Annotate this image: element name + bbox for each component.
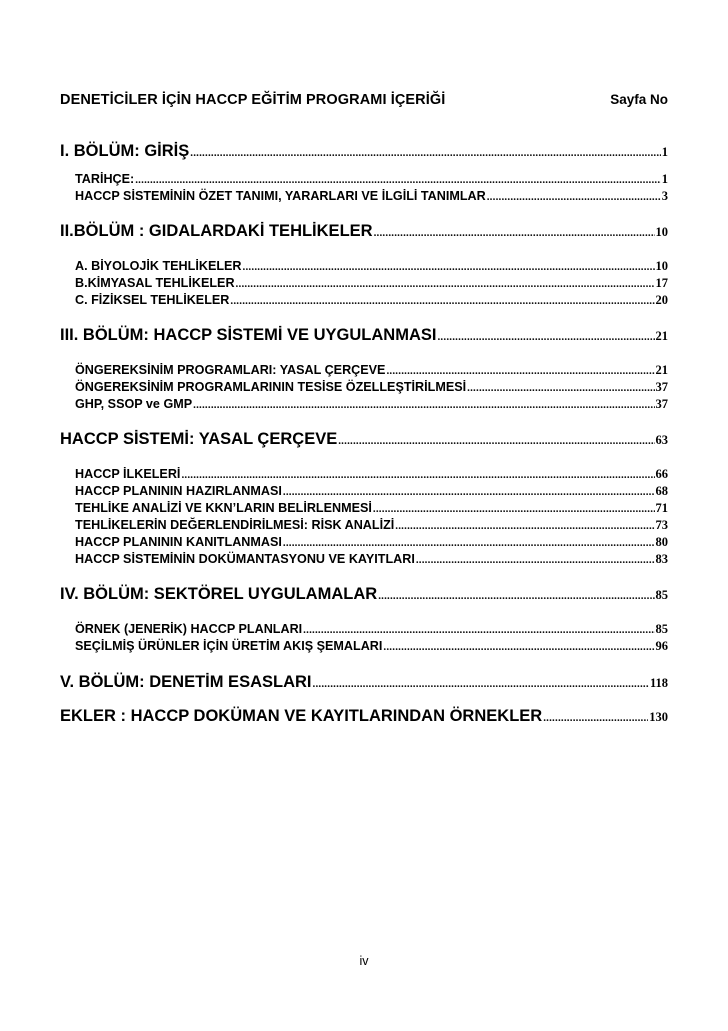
toc-entry-label: TARİHÇE: — [75, 172, 135, 186]
dot-leader — [236, 278, 655, 290]
dot-leader — [487, 191, 661, 203]
toc-entry-label: EKLER : HACCP DOKÜMAN VE KAYITLARINDAN ÖRNEKLER — [60, 707, 543, 725]
toc-entry-minor — [75, 172, 668, 187]
toc-entry-page: 21 — [655, 363, 668, 377]
toc-entry-label: II.BÖLÜM : GIDALARDAKİ TEHLİKELER — [60, 222, 373, 240]
toc-entry-label: TEHLİKE ANALİZİ VE KKN’LARIN BELİRLENMESİ — [75, 501, 372, 515]
dot-leader — [386, 365, 654, 377]
dot-leader — [395, 520, 654, 532]
toc-entry-label: SEÇİLMİŞ ÜRÜNLER İÇİN ÜRETİM AKIŞ ŞEMALARI — [75, 639, 383, 653]
toc-entry-minor — [75, 189, 668, 204]
toc-entry-page: 68 — [655, 484, 668, 498]
toc-entry-label: HACCP SİSTEMİ: YASAL ÇERÇEVE — [60, 430, 338, 448]
dot-leader — [416, 554, 655, 566]
toc-entry-page: 85 — [655, 622, 668, 636]
toc-entry-major — [60, 707, 668, 726]
dot-leader — [437, 331, 654, 343]
toc-entry-minor — [75, 535, 668, 550]
toc-header — [60, 92, 668, 108]
toc-entry-page: 20 — [655, 293, 668, 307]
toc-entry-minor — [75, 293, 668, 308]
toc-entry-page: 118 — [649, 676, 668, 690]
toc-entry-minor — [75, 259, 668, 274]
toc-entry-page: 21 — [655, 329, 668, 343]
toc-entry-page: 71 — [655, 501, 668, 515]
toc-entry-major — [60, 585, 668, 604]
toc-entry-minor — [75, 501, 668, 516]
toc-entry-label: B.KİMYASAL TEHLİKELER — [75, 276, 235, 290]
dot-leader — [303, 624, 654, 636]
toc-entry-page: 1 — [661, 145, 668, 159]
footer-page-number: iv — [359, 954, 369, 968]
dot-leader — [543, 712, 648, 724]
toc-entry-page: 96 — [655, 639, 668, 653]
toc-entry-page: 17 — [655, 276, 668, 290]
dot-leader — [383, 641, 654, 653]
dot-leader — [373, 503, 655, 515]
toc-entry-label: HACCP SİSTEMİNİN ÖZET TANIMI, YARARLARI VE İLGİLİ TANIMLAR — [75, 189, 486, 203]
dot-leader — [190, 147, 661, 159]
toc-entry-minor — [75, 639, 668, 654]
toc-entry-minor — [75, 363, 668, 378]
toc-entry-minor — [75, 518, 668, 533]
toc-entry-minor — [75, 467, 668, 482]
toc-entry-page: 37 — [655, 380, 668, 394]
toc-entry-label: HACCP SİSTEMİNİN DOKÜMANTASYONU VE KAYITLARI — [75, 552, 415, 566]
toc-entry-page: 66 — [655, 467, 668, 481]
dot-leader — [467, 382, 654, 394]
dot-leader — [313, 678, 649, 690]
toc-entry-page: 3 — [661, 189, 668, 203]
dot-leader — [378, 590, 654, 602]
dot-leader — [193, 399, 654, 411]
toc-entry-label: III. BÖLÜM: HACCP SİSTEMİ VE UYGULANMASI — [60, 326, 437, 344]
toc-entry-page: 37 — [655, 397, 668, 411]
dot-leader — [181, 469, 654, 481]
page-footer — [0, 954, 728, 968]
toc-entry-label: ÖNGEREKSİNİM PROGRAMLARI: YASAL ÇERÇEVE — [75, 363, 386, 377]
toc-entry-label: C. FİZİKSEL TEHLİKELER — [75, 293, 230, 307]
toc-entry-minor — [75, 552, 668, 567]
toc-entry-page: 73 — [655, 518, 668, 532]
toc-entry-label: I. BÖLÜM: GİRİŞ — [60, 142, 190, 160]
toc-entry-label: HACCP İLKELERİ — [75, 467, 181, 481]
toc-entry-label: A. BİYOLOJİK TEHLİKELER — [75, 259, 242, 273]
toc-entry-minor — [75, 380, 668, 395]
toc-entry-major — [60, 142, 668, 161]
toc-entry-page: 130 — [649, 710, 668, 724]
toc-entry-page: 10 — [655, 225, 668, 239]
dot-leader — [283, 537, 655, 549]
toc-entry-label: ÖRNEK (JENERİK) HACCP PLANLARI — [75, 622, 303, 636]
toc-entry-label: V. BÖLÜM: DENETİM ESASLARI — [60, 673, 312, 691]
toc-entry-minor — [75, 484, 668, 499]
document-title: DENETİCİLER İÇİN HACCP EĞİTİM PROGRAMI İÇERİĞİ — [60, 92, 446, 108]
toc-entry-label: HACCP PLANININ HAZIRLANMASI — [75, 484, 282, 498]
dot-leader — [374, 227, 655, 239]
toc-entry-label: GHP, SSOP ve GMP — [75, 397, 193, 411]
toc-entry-minor — [75, 622, 668, 637]
page-number-column-label: Sayfa No — [610, 92, 668, 107]
toc-entry-minor — [75, 276, 668, 291]
toc-entry-major — [60, 430, 668, 449]
toc-entry-label: TEHLİKELERİN DEĞERLENDİRİLMESİ: RİSK ANALİZİ — [75, 518, 395, 532]
toc-entry-label: IV. BÖLÜM: SEKTÖREL UYGULAMALAR — [60, 585, 378, 603]
toc-entry-page: 1 — [661, 172, 668, 186]
toc-entry-page: 85 — [655, 588, 668, 602]
toc-entry-page: 80 — [655, 535, 668, 549]
dot-leader — [230, 295, 654, 307]
toc-entry-label: HACCP PLANININ KANITLANMASI — [75, 535, 282, 549]
toc-entry-page: 10 — [655, 259, 668, 273]
toc-entry-label: ÖNGEREKSİNİM PROGRAMLARININ TESİSE ÖZELLEŞTİRİLMESİ — [75, 380, 467, 394]
dot-leader — [283, 486, 655, 498]
toc-entry-minor — [75, 397, 668, 412]
toc-entry-page: 83 — [655, 552, 668, 566]
toc-entry-major — [60, 326, 668, 345]
toc-entry-page: 63 — [655, 433, 668, 447]
toc-entry-major — [60, 673, 668, 692]
dot-leader — [243, 261, 655, 273]
dot-leader — [338, 435, 654, 447]
toc-entry-major — [60, 222, 668, 241]
dot-leader — [135, 174, 661, 186]
